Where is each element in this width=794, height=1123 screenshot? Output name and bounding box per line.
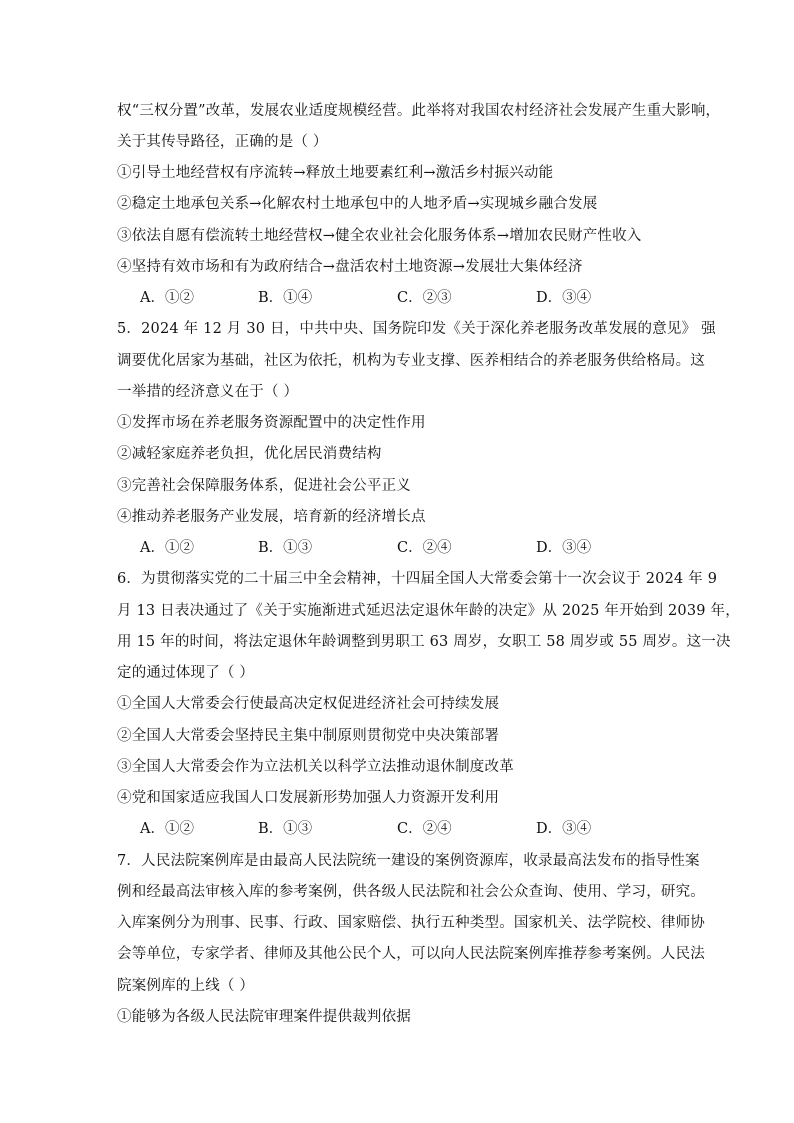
q5-option-2: ②减轻家庭养老负担，优化居民消费结构 (117, 446, 382, 462)
q5-choices (140, 538, 700, 558)
q5-choice-a: A．①② (140, 540, 194, 556)
q6-option-2: ②全国人大常委会坚持民主集中制原则贯彻党中央决策部署 (117, 728, 500, 744)
q4-choices (140, 288, 700, 308)
q6-choice-c: C．②④ (397, 821, 452, 837)
q6-choice-a: A．①② (140, 821, 194, 837)
q7-stem-line-3: 入库案例分为刑事、民事、行政、国家赔偿、执行五种类型。国家机关、法学院校、律师协 (117, 915, 705, 931)
q7-stem-line-1: 7．人民法院案例库是由最高人民法院统一建设的案例资源库，收录最高法发布的指导性案 (117, 853, 700, 869)
q5-stem-line-3: 一举措的经济意义在于（ ） (117, 384, 299, 400)
q4-option-1: ①引导土地经营权有序流转→释放土地要素红利→激活乡村振兴动能 (117, 165, 554, 181)
q4-choice-b: B．①④ (258, 290, 313, 306)
q5-option-3: ③完善社会保障服务体系，促进社会公平正义 (117, 478, 411, 494)
q6-choice-d: D．③④ (536, 821, 592, 837)
q5-option-1: ①发挥市场在养老服务资源配置中的决定性作用 (117, 415, 426, 431)
q4-choice-c: C．②③ (397, 290, 452, 306)
q6-choice-b: B．①③ (258, 821, 313, 837)
q5-choice-c: C．②④ (397, 540, 452, 556)
q6-choices (140, 819, 700, 839)
q6-stem-line-2: 月 13 日表决通过了《关于实施渐进式延迟法定退休年龄的决定》从 2025 年开始到 2039 年， (117, 603, 740, 619)
q5-stem-line-1: 5．2024 年 12 月 30 日，中共中央、国务院印发《关于深化养老服务改革发展的意见》 强 (117, 321, 716, 337)
q6-option-1: ①全国人大常委会行使最高决定权促进经济社会可持续发展 (117, 696, 500, 712)
q5-stem-line-2: 调要优化居家为基础，社区为依托，机构为专业支撑、医养相结合的养老服务供给格局。这 (117, 353, 705, 369)
q5-option-4: ④推动养老服务产业发展，培育新的经济增长点 (117, 509, 426, 525)
q6-option-4: ④党和国家适应我国人口发展新形势加强人力资源开发利用 (117, 790, 500, 806)
q7-stem-line-4: 会等单位，专家学者、律师及其他公民个人，可以向人民法院案例库推荐参考案例。人民法 (117, 946, 705, 962)
q7-option-1: ①能够为各级人民法院审理案件提供裁判依据 (117, 1009, 411, 1025)
q7-stem-line-5: 院案例库的上线（ ） (117, 978, 255, 994)
q6-option-3: ③全国人大常委会作为立法机关以科学立法推动退休制度改革 (117, 759, 514, 775)
q4-stem-line-1: 权“三权分置”改革，发展农业适度规模经营。此举将对我国农村经济社会发展产生重大影响， (117, 103, 721, 119)
q4-option-3: ③依法自愿有偿流转土地经营权→健全农业社会化服务体系→增加农民财产性收入 (117, 228, 642, 244)
q5-choice-d: D．③④ (536, 540, 592, 556)
q4-stem-line-2: 关于其传导路径，正确的是（ ） (117, 134, 328, 150)
q4-option-2: ②稳定土地承包关系→化解农村土地承包中的人地矛盾→实现城乡融合发展 (117, 196, 598, 212)
q4-choice-d: D．③④ (536, 290, 592, 306)
q6-stem-line-1: 6．为贯彻落实党的二十届三中全会精神，十四届全国人大常委会第十一次会议于 2024 年 9 (117, 571, 718, 587)
q6-stem-line-3: 用 15 年的时间，将法定退休年龄调整到男职工 63 周岁，女职工 58 周岁或 55 周岁。这一决 (117, 634, 731, 650)
q6-stem-line-4: 定的通过体现了（ ） (117, 665, 255, 681)
q4-choice-a: A．①② (140, 290, 194, 306)
q5-choice-b: B．①③ (258, 540, 313, 556)
q7-stem-line-2: 例和经最高法审核入库的参考案例，供各级人民法院和社会公众查询、使用、学习，研究。 (117, 884, 705, 900)
q4-option-4: ④坚持有效市场和有为政府结合→盘活农村土地资源→发展壮大集体经济 (117, 259, 583, 275)
